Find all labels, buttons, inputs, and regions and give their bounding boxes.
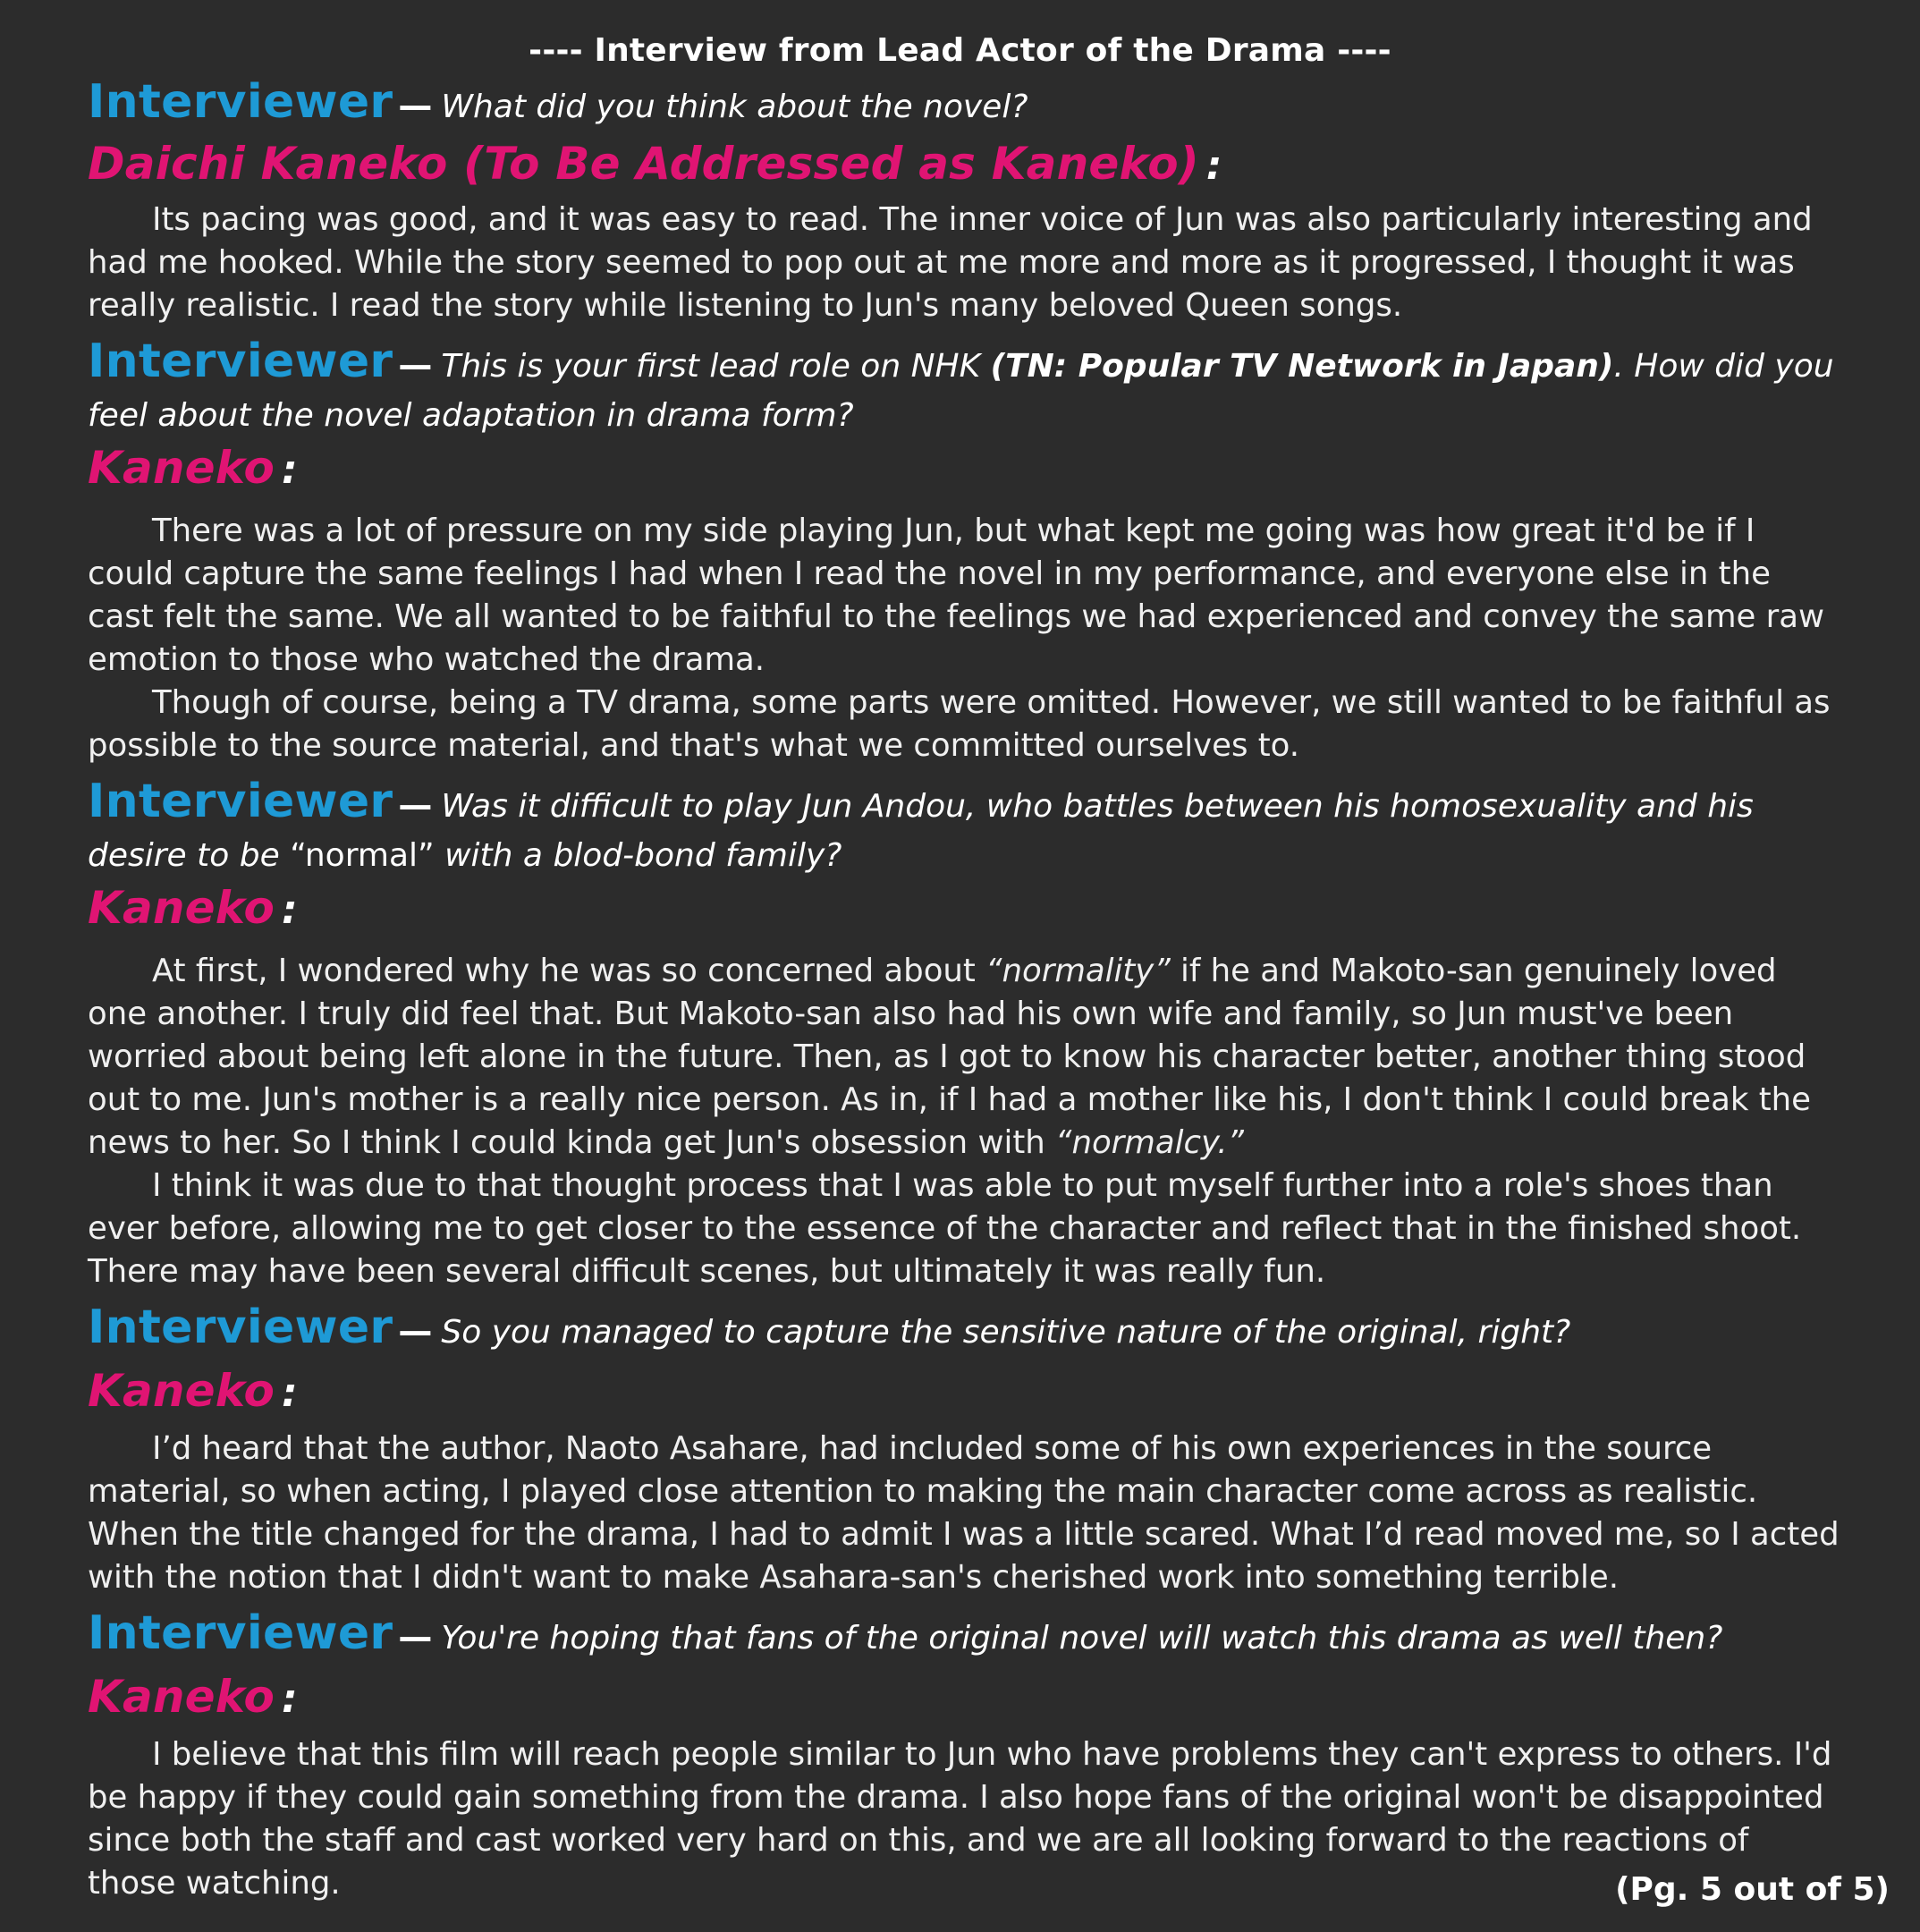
interviewer-label: Interviewer	[88, 335, 393, 388]
page-title: ---- Interview from Lead Actor of the Drama ----	[529, 32, 1391, 69]
dash-separator: —	[398, 86, 433, 125]
question-text: Was it difficult to play Jun Andou, who battles between his homosexuality and his	[441, 788, 1754, 825]
speaker-colon: :	[282, 887, 298, 933]
question-continuation	[88, 835, 1840, 877]
translator-note: (TN: Popular TV Network in Japan)	[990, 348, 1614, 385]
answer-paragraph: Its pacing was good, and it was easy to read. The inner voice of Jun was also particularly interesting and had me hooked. While the story seemed to pop out at me more and more as it progressed, I thought it was really realistic. I read the story while listening to Jun's many beloved Queen songs.	[88, 201, 1813, 324]
answer-paragraph: Though of course, being a TV drama, some parts were omitted. However, we still wanted to be faithful as possible to the source material, and that's what we committed ourselves to.	[88, 684, 1831, 764]
page-number: (Pg. 5 out of 5)	[1615, 1871, 1890, 1908]
answer-paragraph	[88, 950, 1840, 1165]
answer-speaker-name: Kaneko	[88, 1365, 275, 1417]
answer-speaker-name: Kaneko	[88, 442, 275, 494]
answer-paragraph: I think it was due to that thought process that I was able to put myself further into a role's shoes than ever before, allowing me to get closer to the essence of the character and reflect that in the finished shoot. There may have been several difficult scenes, but ultimately it was really fun.	[88, 1167, 1802, 1290]
answer-paragraph: I’d heard that the author, Naoto Asahare, had included some of his own experiences in the source material, so when acting, I played close attention to making the main character come across as realistic. When the title changed for the drama, I had to admit I was a little scared. What I’d read moved me, so I acted with the notion that I didn't want to make Asahara-san's cherished work into something terrible.	[88, 1430, 1840, 1596]
question-part: with a blod-bond family?	[434, 837, 842, 874]
answer-speaker-name: Daichi Kaneko (To Be Addressed as Kaneko)	[88, 138, 1199, 190]
question-text: You're hoping that fans of the original novel will watch this drama as well then?	[441, 1620, 1723, 1657]
question-part: This is your first lead role on NHK	[441, 348, 991, 385]
interviewer-label: Interviewer	[88, 1301, 393, 1354]
dash-separator: —	[398, 1311, 433, 1351]
answer-speaker-line	[88, 140, 1840, 199]
answer-speaker-line	[88, 1366, 1840, 1428]
speaker-colon: :	[1205, 143, 1222, 189]
interviewer-line	[88, 775, 1840, 840]
speaker-colon: :	[282, 1676, 298, 1722]
emphasis-text: “normality”	[985, 953, 1171, 989]
interviewer-label: Interviewer	[88, 1606, 393, 1660]
dash-separator: —	[398, 345, 433, 385]
quoted-word: “normal”	[290, 837, 435, 874]
interviewer-line	[88, 1606, 1840, 1672]
emphasis-text: “normalcy.”	[1055, 1124, 1244, 1161]
answer-speaker-line	[88, 877, 1840, 950]
question-text	[441, 348, 1833, 385]
answer-text: if he and Makoto-san genuinely loved one another. I truly did feel that. But Makoto-san also had his own wife and family, so Jun must've been worried about being left alone in the future. Then, as I got to know his character better, another thing stood out to me. Jun's mother is a really nice person. As in, if I had a mother like his, I don't think I could break the news to her. So I think I could kinda get Jun's obsession with	[88, 953, 1811, 1161]
interviewer-line	[88, 335, 1840, 400]
question-part: desire to be	[88, 837, 291, 874]
answer-speaker-line	[88, 1672, 1840, 1733]
interviewer-label: Interviewer	[88, 75, 393, 129]
speaker-colon: :	[282, 447, 298, 493]
answer-text: At first, I wondered why he was so concerned about	[152, 953, 986, 989]
interviewer-label: Interviewer	[88, 775, 393, 828]
answer-speaker-line	[88, 437, 1840, 510]
answer-speaker-name: Kaneko	[88, 882, 275, 934]
speaker-colon: :	[282, 1370, 298, 1416]
answer-paragraph: I believe that this film will reach people similar to Jun who have problems they can't express to others. I'd be happy if they could gain something from the drama. I also hope fans of the original won't be disappointed since both the staff and cast worked very hard on this, and we are all looking forward to the reactions of those watching.	[88, 1736, 1832, 1902]
question-text: What did you think about the novel?	[441, 89, 1028, 125]
answer-paragraph: There was a lot of pressure on my side playing Jun, but what kept me going was how great it'd be if I could capture the same feelings I had when I read the novel in my performance, and everyone else in the cast felt the same. We all wanted to be faithful to the feelings we had experienced and convey the same raw emotion to those who watched the drama.	[88, 513, 1825, 678]
interviewer-line	[88, 1301, 1840, 1366]
question-continuation: feel about the novel adaptation in drama form?	[88, 397, 854, 434]
interviewer-line	[88, 75, 1840, 140]
dash-separator: —	[398, 1617, 433, 1657]
answer-speaker-name: Kaneko	[88, 1671, 275, 1723]
dash-separator: —	[398, 785, 433, 825]
question-text: So you managed to capture the sensitive nature of the original, right?	[441, 1314, 1571, 1351]
question-part: . How did you	[1613, 348, 1834, 385]
interview-content	[88, 75, 1840, 1905]
